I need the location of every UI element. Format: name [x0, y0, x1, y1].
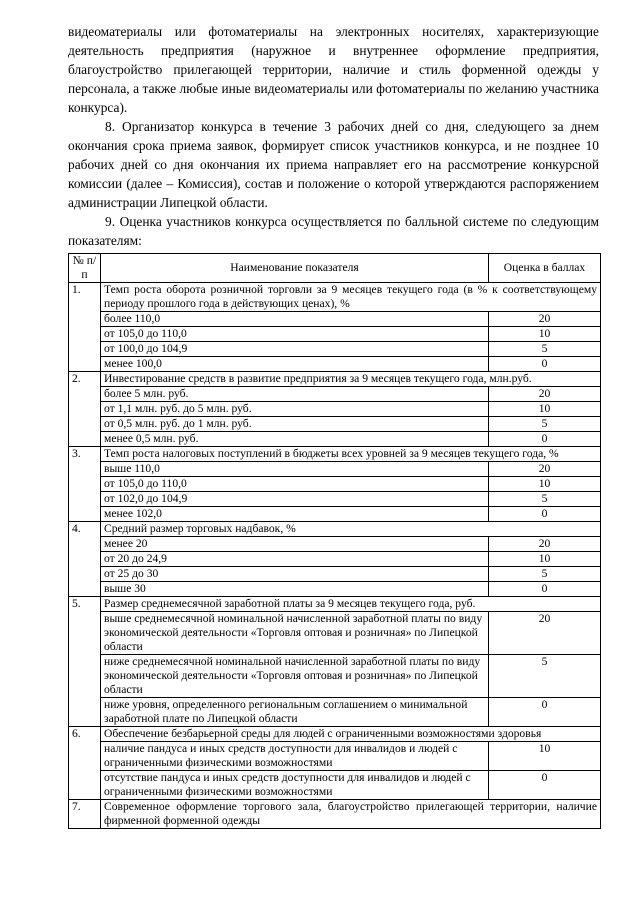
- section-title-row: [69, 372, 601, 387]
- criterion-score: 20: [489, 612, 601, 655]
- criterion-label: более 110,0: [101, 312, 489, 327]
- section-number: 1.: [69, 283, 101, 372]
- criterion-label: от 0,5 млн. руб. до 1 млн. руб.: [101, 417, 489, 432]
- table-body: [69, 283, 601, 829]
- criterion-score: 5: [489, 342, 601, 357]
- criterion-label: наличие пандуса и иных средств доступности для инвалидов и людей с ограниченными физическими возможностями: [101, 742, 489, 771]
- criterion-score: 0: [489, 698, 601, 727]
- section-number: 2.: [69, 372, 101, 447]
- criterion-row: [69, 357, 601, 372]
- criterion-row: [69, 771, 601, 800]
- criteria-table: [68, 253, 601, 829]
- section-title-row: [69, 800, 601, 829]
- criterion-label: выше 30: [101, 582, 489, 597]
- criterion-label: ниже уровня, определенного региональным соглашением о минимальной заработной плате по Липецкой области: [101, 698, 489, 727]
- section-title-row: [69, 727, 601, 742]
- criterion-score: 5: [489, 655, 601, 698]
- criterion-row: [69, 477, 601, 492]
- paragraph-8: 8. Организатор конкурса в течение 3 рабочих дней со дня, следующего за днем окончания срока приема заявок, формирует список участников конкурса, и не позднее 10 рабочих дней со дня окончания их приема направляет его на рассмотрение конкурсной комиссии (далее – Комиссия), состав и положение о которой утверждаются распоряжением администрации Липецкой области.: [68, 119, 599, 210]
- criterion-label: менее 102,0: [101, 507, 489, 522]
- document-page: [68, 22, 599, 829]
- section-title: Современное оформление торгового зала, благоустройство прилегающей территории, наличие фирменной форменной одежды: [101, 800, 601, 829]
- header-score: Оценка в баллах: [489, 254, 601, 283]
- criterion-score: 0: [489, 357, 601, 372]
- criterion-row: [69, 552, 601, 567]
- header-name: Наименование показателя: [101, 254, 489, 283]
- section-title-row: [69, 597, 601, 612]
- criterion-score: 10: [489, 327, 601, 342]
- criterion-row: [69, 582, 601, 597]
- criterion-row: [69, 312, 601, 327]
- criterion-row: [69, 387, 601, 402]
- criterion-label: отсутствие пандуса и иных средств доступности для инвалидов и людей с ограниченными физическими возможностями: [101, 771, 489, 800]
- criterion-row: [69, 537, 601, 552]
- criterion-score: 20: [489, 537, 601, 552]
- criterion-label: более 5 млн. руб.: [101, 387, 489, 402]
- criterion-row: [69, 698, 601, 727]
- criterion-row: [69, 567, 601, 582]
- criterion-score: 10: [489, 477, 601, 492]
- paragraph-9: 9. Оценка участников конкурса осуществляется по балльной системе по следующим показателям:: [68, 214, 599, 248]
- criterion-score: 0: [489, 432, 601, 447]
- criterion-row: [69, 492, 601, 507]
- section-title: Инвестирование средств в развитие предприятия за 9 месяцев текущего года, млн.руб.: [101, 372, 601, 387]
- section-number: 5.: [69, 597, 101, 727]
- criterion-score: 0: [489, 771, 601, 800]
- section-number: 4.: [69, 522, 101, 597]
- criterion-row: [69, 342, 601, 357]
- section-title: Размер среднемесячной заработной платы за 9 месяцев текущего года, руб.: [101, 597, 601, 612]
- criterion-label: от 25 до 30: [101, 567, 489, 582]
- criterion-score: 0: [489, 507, 601, 522]
- criterion-label: менее 20: [101, 537, 489, 552]
- header-num: № п/п: [69, 254, 101, 283]
- criterion-score: 10: [489, 402, 601, 417]
- section-title-row: [69, 447, 601, 462]
- criterion-label: от 100,0 до 104,9: [101, 342, 489, 357]
- section-title: Темп роста налоговых поступлений в бюджеты всех уровней за 9 месяцев текущего года, %: [101, 447, 601, 462]
- criterion-row: [69, 417, 601, 432]
- criterion-label: от 1,1 млн. руб. до 5 млн. руб.: [101, 402, 489, 417]
- paragraph-continuation: видеоматериалы или фотоматериалы на электронных носителях, характеризующие деятельность предприятия (наружное и внутреннее оформление предприятия, благоустройство прилегающей территории, наличие и стиль форменной одежды у персонала, а также любые иные видеоматериалы или фотоматериалы по желанию участника конкурса).: [68, 24, 599, 115]
- criterion-label: менее 100,0: [101, 357, 489, 372]
- criterion-label: менее 0,5 млн. руб.: [101, 432, 489, 447]
- criterion-label: от 105,0 до 110,0: [101, 477, 489, 492]
- criterion-label: ниже среднемесячной номинальной начисленной заработной платы по виду экономической деятельности «Торговля оптовая и розничная» по Липецкой области: [101, 655, 489, 698]
- section-title-row: [69, 522, 601, 537]
- criterion-score: 5: [489, 567, 601, 582]
- table-header-row: [69, 254, 601, 283]
- section-title: Темп роста оборота розничной торговли за 9 месяцев текущего года (в % к соответствующему периоду прошлого года в действующих ценах), %: [101, 283, 601, 312]
- criterion-score: 10: [489, 742, 601, 771]
- criterion-row: [69, 655, 601, 698]
- criterion-score: 5: [489, 417, 601, 432]
- section-number: 3.: [69, 447, 101, 522]
- criterion-label: от 105,0 до 110,0: [101, 327, 489, 342]
- criterion-row: [69, 612, 601, 655]
- criterion-score: 0: [489, 582, 601, 597]
- criterion-label: от 20 до 24,9: [101, 552, 489, 567]
- criterion-row: [69, 402, 601, 417]
- criterion-score: 10: [489, 552, 601, 567]
- section-title-row: [69, 283, 601, 312]
- criterion-row: [69, 507, 601, 522]
- criterion-label: выше 110,0: [101, 462, 489, 477]
- criterion-row: [69, 742, 601, 771]
- criterion-row: [69, 462, 601, 477]
- section-number: 7.: [69, 800, 101, 829]
- criterion-row: [69, 327, 601, 342]
- criterion-score: 5: [489, 492, 601, 507]
- criterion-row: [69, 432, 601, 447]
- section-title: Средний размер торговых надбавок, %: [101, 522, 601, 537]
- section-number: 6.: [69, 727, 101, 800]
- criterion-score: 20: [489, 462, 601, 477]
- criterion-label: от 102,0 до 104,9: [101, 492, 489, 507]
- section-title: Обеспечение безбарьерной среды для людей с ограниченными возможностями здоровья: [101, 727, 601, 742]
- criterion-score: 20: [489, 387, 601, 402]
- criterion-label: выше среднемесячной номинальной начисленной заработной платы по виду экономической деятельности «Торговля оптовая и розничная» по Липецкой области: [101, 612, 489, 655]
- criterion-score: 20: [489, 312, 601, 327]
